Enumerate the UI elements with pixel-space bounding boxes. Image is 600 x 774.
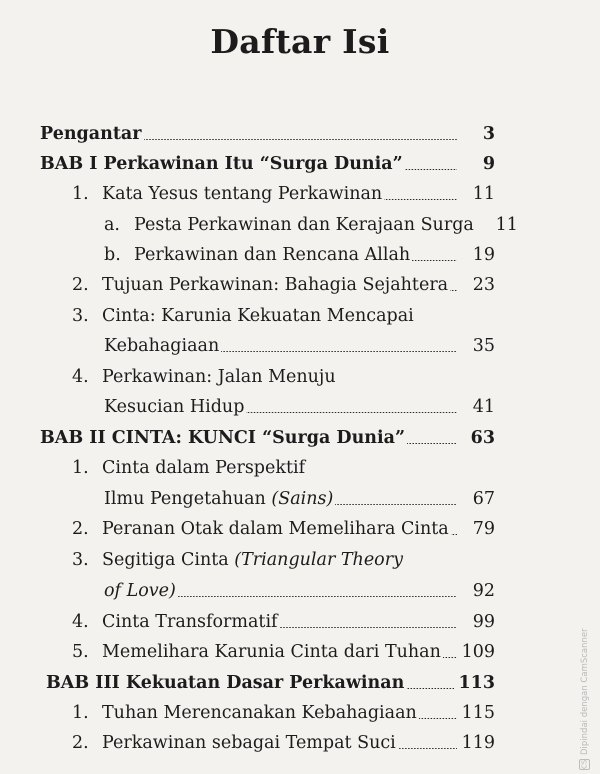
page-title: Daftar Isi [210,22,390,61]
watermark-text: Dipindai dengan CamScanner [580,628,590,755]
toc-entry-row[interactable] [72,603,495,633]
toc-page-number: 119 [461,733,495,753]
toc-entry-title [102,518,449,540]
toc-page-number: 3 [482,124,495,144]
toc-entry-title-text: Kata Yesus tentang Perkawinan [102,184,383,204]
toc-entry-number: 2. [72,733,89,753]
toc-entry-title-text: Cinta dalam Perspektif [102,458,306,478]
toc-entry-title-text: Perkawinan: Jalan Menuju [102,367,336,387]
toc-entry-title-text: BAB II CINTA: KUNCI “Surga Dunia” [40,428,406,448]
toc-entry-title-text: Tujuan Perkawinan: Bahagia Sejahtera [102,275,449,295]
toc-entry-number: 4. [72,367,89,387]
toc-entry-number: 1. [72,458,89,478]
toc-entry-title [104,488,333,510]
toc-chapter-row[interactable] [40,145,495,175]
toc-page-number: 115 [461,703,495,723]
toc-entry-title-text: Kebahagiaan [104,336,220,356]
scanner-watermark [575,610,595,770]
toc-page-number: 11 [495,215,518,235]
toc-entry-row[interactable] [72,694,495,724]
toc-entry-title [102,641,441,663]
toc-entry-number: 4. [72,612,89,632]
toc-entry-number: 2. [72,275,89,295]
toc-entry-number: 1. [72,184,89,204]
toc-entry-title [102,305,414,327]
toc-page-number: 9 [482,154,495,174]
dot-leader [443,656,457,658]
toc-entry-number: 2. [72,519,89,539]
toc-entry-row[interactable] [72,358,495,388]
toc-page-number: 67 [472,489,495,509]
toc-entry-title-text: Segitiga Cinta [102,550,229,570]
toc-entry-row[interactable] [104,480,495,510]
dot-leader [451,533,457,535]
dot-leader [406,687,454,689]
toc-entry-row[interactable] [72,541,495,571]
toc-chapter-row[interactable] [40,115,495,145]
camscanner-logo-icon: CS [580,759,589,769]
toc-entry-title [46,672,404,694]
toc-page-number: 19 [472,245,495,265]
toc-entry-row[interactable] [72,510,495,540]
toc-entry-row[interactable] [104,572,495,602]
toc-entry-title [104,335,219,357]
toc-page-number: 11 [472,184,495,204]
toc-entry-row[interactable] [104,236,495,266]
toc-entry-title-text: Perkawinan dan Rencana Allah [134,245,411,265]
toc-entry-title-italic: (Sains) [271,489,334,509]
toc-entry-row[interactable] [72,175,495,205]
toc-entry-title-text: Kesucian Hidup [104,397,245,417]
toc-entry-title [104,580,176,602]
toc-entry-title-text: Tuhan Merencanakan Kebahagiaan [102,703,417,723]
toc-entry-number: 1. [72,703,89,723]
toc-entry-title [102,183,382,205]
dot-leader [221,350,457,352]
toc-entry-title-text: Memelihara Karunia Cinta dari Tuhan [102,642,441,662]
toc-entry-title-text: Pesta Perkawinan dan Kerajaan Surga [134,215,474,235]
toc-entry-title-text: BAB III Kekuatan Dasar Perkawinan [46,673,405,693]
toc-page-number: 99 [472,612,495,632]
dot-leader [280,626,457,628]
toc-entry-title-text: BAB I Perkawinan Itu “Surga Dunia” [40,154,403,174]
dot-leader [178,595,457,597]
toc-entry-title [102,457,305,479]
toc-entry-title [102,611,278,633]
toc-entry-title [102,702,417,724]
toc-entry-row[interactable] [72,449,495,479]
toc-entry-title [102,274,448,296]
toc-page-number: 63 [470,428,495,448]
toc-page-number: 113 [458,673,495,693]
dot-leader [407,442,457,444]
toc-entry-title [102,732,396,754]
toc-entry-number: 5. [72,642,89,662]
dot-leader [384,198,457,200]
toc-chapter-row[interactable] [40,419,495,449]
toc-entry-number: 3. [72,306,89,326]
toc-entry-row[interactable] [72,266,495,296]
toc-entry-title [104,396,244,418]
toc-entry-title [134,214,474,236]
dot-leader [398,747,457,749]
toc-page-number: 35 [472,336,495,356]
dot-leader [419,717,457,719]
dot-leader [335,503,457,505]
toc-entry-title-italic: of Love) [104,581,176,601]
toc-entry-title-text: Cinta: Karunia Kekuatan Mencapai [102,306,414,326]
toc-page-number: 23 [472,275,495,295]
toc-chapter-row[interactable] [46,664,495,694]
toc-entry-title [134,244,410,266]
toc-entry-row[interactable] [72,633,495,663]
toc-entry-title-text: Cinta Transformatif [102,612,278,632]
dot-leader [144,138,458,140]
toc-entry-number: 3. [72,550,89,570]
toc-entry-number: a. [104,215,120,235]
toc-entry-title [40,427,405,449]
toc-page-number: 41 [472,397,495,417]
toc-entry-row[interactable] [104,388,495,418]
toc-page-number: 92 [472,581,495,601]
toc-entry-title [40,123,142,145]
toc-entry-title [102,366,336,388]
toc-entry-title-text: Perkawinan sebagai Tempat Suci [102,733,396,753]
toc-entry-title [102,549,403,571]
toc-entry-row[interactable] [72,297,495,327]
toc-entry-title-text: Pengantar [40,124,142,144]
toc-entry-title-italic: (Triangular Theory [234,550,403,570]
dot-leader [246,411,457,413]
dot-leader [450,289,457,291]
dot-leader [412,259,457,261]
toc-entry-row[interactable] [104,327,495,357]
toc-entry-number: b. [104,245,121,265]
toc-page-number: 109 [461,642,495,662]
toc-entry-title [40,153,403,175]
toc-entry-title-text: Peranan Otak dalam Memelihara Cinta [102,519,449,539]
toc-entry-row[interactable] [104,206,518,236]
dot-leader [405,168,457,170]
toc-page-number: 79 [472,519,495,539]
toc-entry-row[interactable] [72,724,495,754]
toc-entry-title-text: Ilmu Pengetahuan [104,489,266,509]
